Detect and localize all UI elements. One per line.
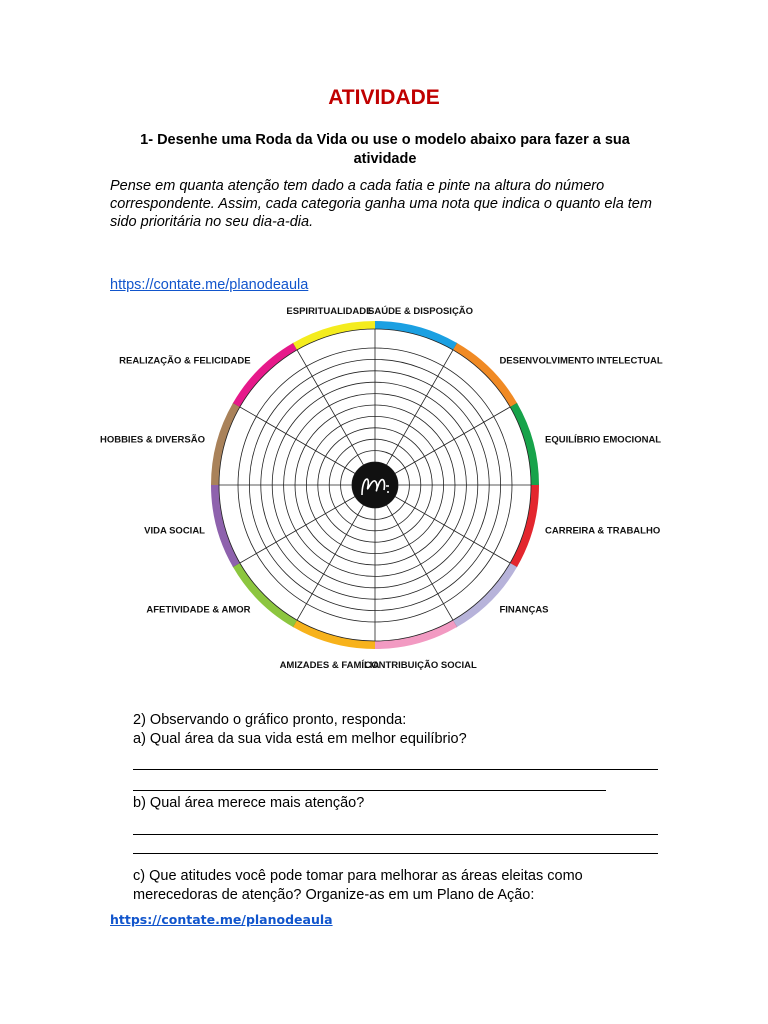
question-2c: c) Que atitudes você pode tomar para melhorar as áreas eleitas como merecedoras de atenção? Organize-as em um Plano de Ação: bbox=[133, 868, 583, 903]
segment-label: EQUILÍBRIO EMOCIONAL bbox=[545, 434, 662, 446]
question-1: 1- Desenhe uma Roda da Vida ou use o modelo abaixo para fazer a sua atividade bbox=[140, 132, 630, 167]
answer-line-a1[interactable] bbox=[133, 769, 658, 770]
link-planodeaula-top[interactable]: https://contate.me/planodeaula bbox=[110, 277, 309, 293]
page-title: ATIVIDADE bbox=[328, 86, 440, 109]
question-2a: a) Qual área da sua vida está em melhor equilíbrio? bbox=[133, 731, 467, 747]
segment-label: FINANÇAS bbox=[499, 604, 549, 616]
link-planodeaula-bottom[interactable]: https://contate.me/planodeaula bbox=[110, 912, 333, 927]
wheel-of-life-diagram bbox=[99, 305, 663, 672]
instructions-text: Pense em quanta atenção tem dado a cada fatia e pinte na altura do número correspondente. Assim, cada categoria ganha uma nota que indica o quanto ela tem sido prioritária no seu dia-a-dia. bbox=[110, 178, 652, 230]
segment-label: VIDA SOCIAL bbox=[144, 525, 205, 537]
answer-line-b1[interactable] bbox=[133, 834, 658, 835]
segment-label: HOBBIES & DIVERSÃO bbox=[99, 434, 205, 446]
answer-line-a2[interactable] bbox=[133, 790, 606, 791]
segment-label: CONTRIBUIÇÃO SOCIAL bbox=[364, 660, 477, 672]
segment-label: AMIZADES & FAMÍLIA bbox=[279, 660, 380, 672]
segment-label: DESENVOLVIMENTO INTELECTUAL bbox=[499, 355, 663, 367]
answer-line-b2[interactable] bbox=[133, 853, 658, 854]
segment-label: AFETIVIDADE & AMOR bbox=[146, 604, 251, 616]
question-2-intro: 2) Observando o gráfico pronto, responda: bbox=[133, 712, 407, 728]
center-logo bbox=[352, 462, 398, 508]
segment-label: REALIZAÇÃO & FELICIDADE bbox=[119, 355, 251, 367]
segment-label: ESPIRITUALIDADE bbox=[286, 305, 373, 317]
segment-label: SAÚDE & DISPOSIÇÃO bbox=[368, 305, 474, 317]
question-2b: b) Qual área merece mais atenção? bbox=[133, 795, 365, 811]
segment-label: CARREIRA & TRABALHO bbox=[545, 525, 661, 537]
